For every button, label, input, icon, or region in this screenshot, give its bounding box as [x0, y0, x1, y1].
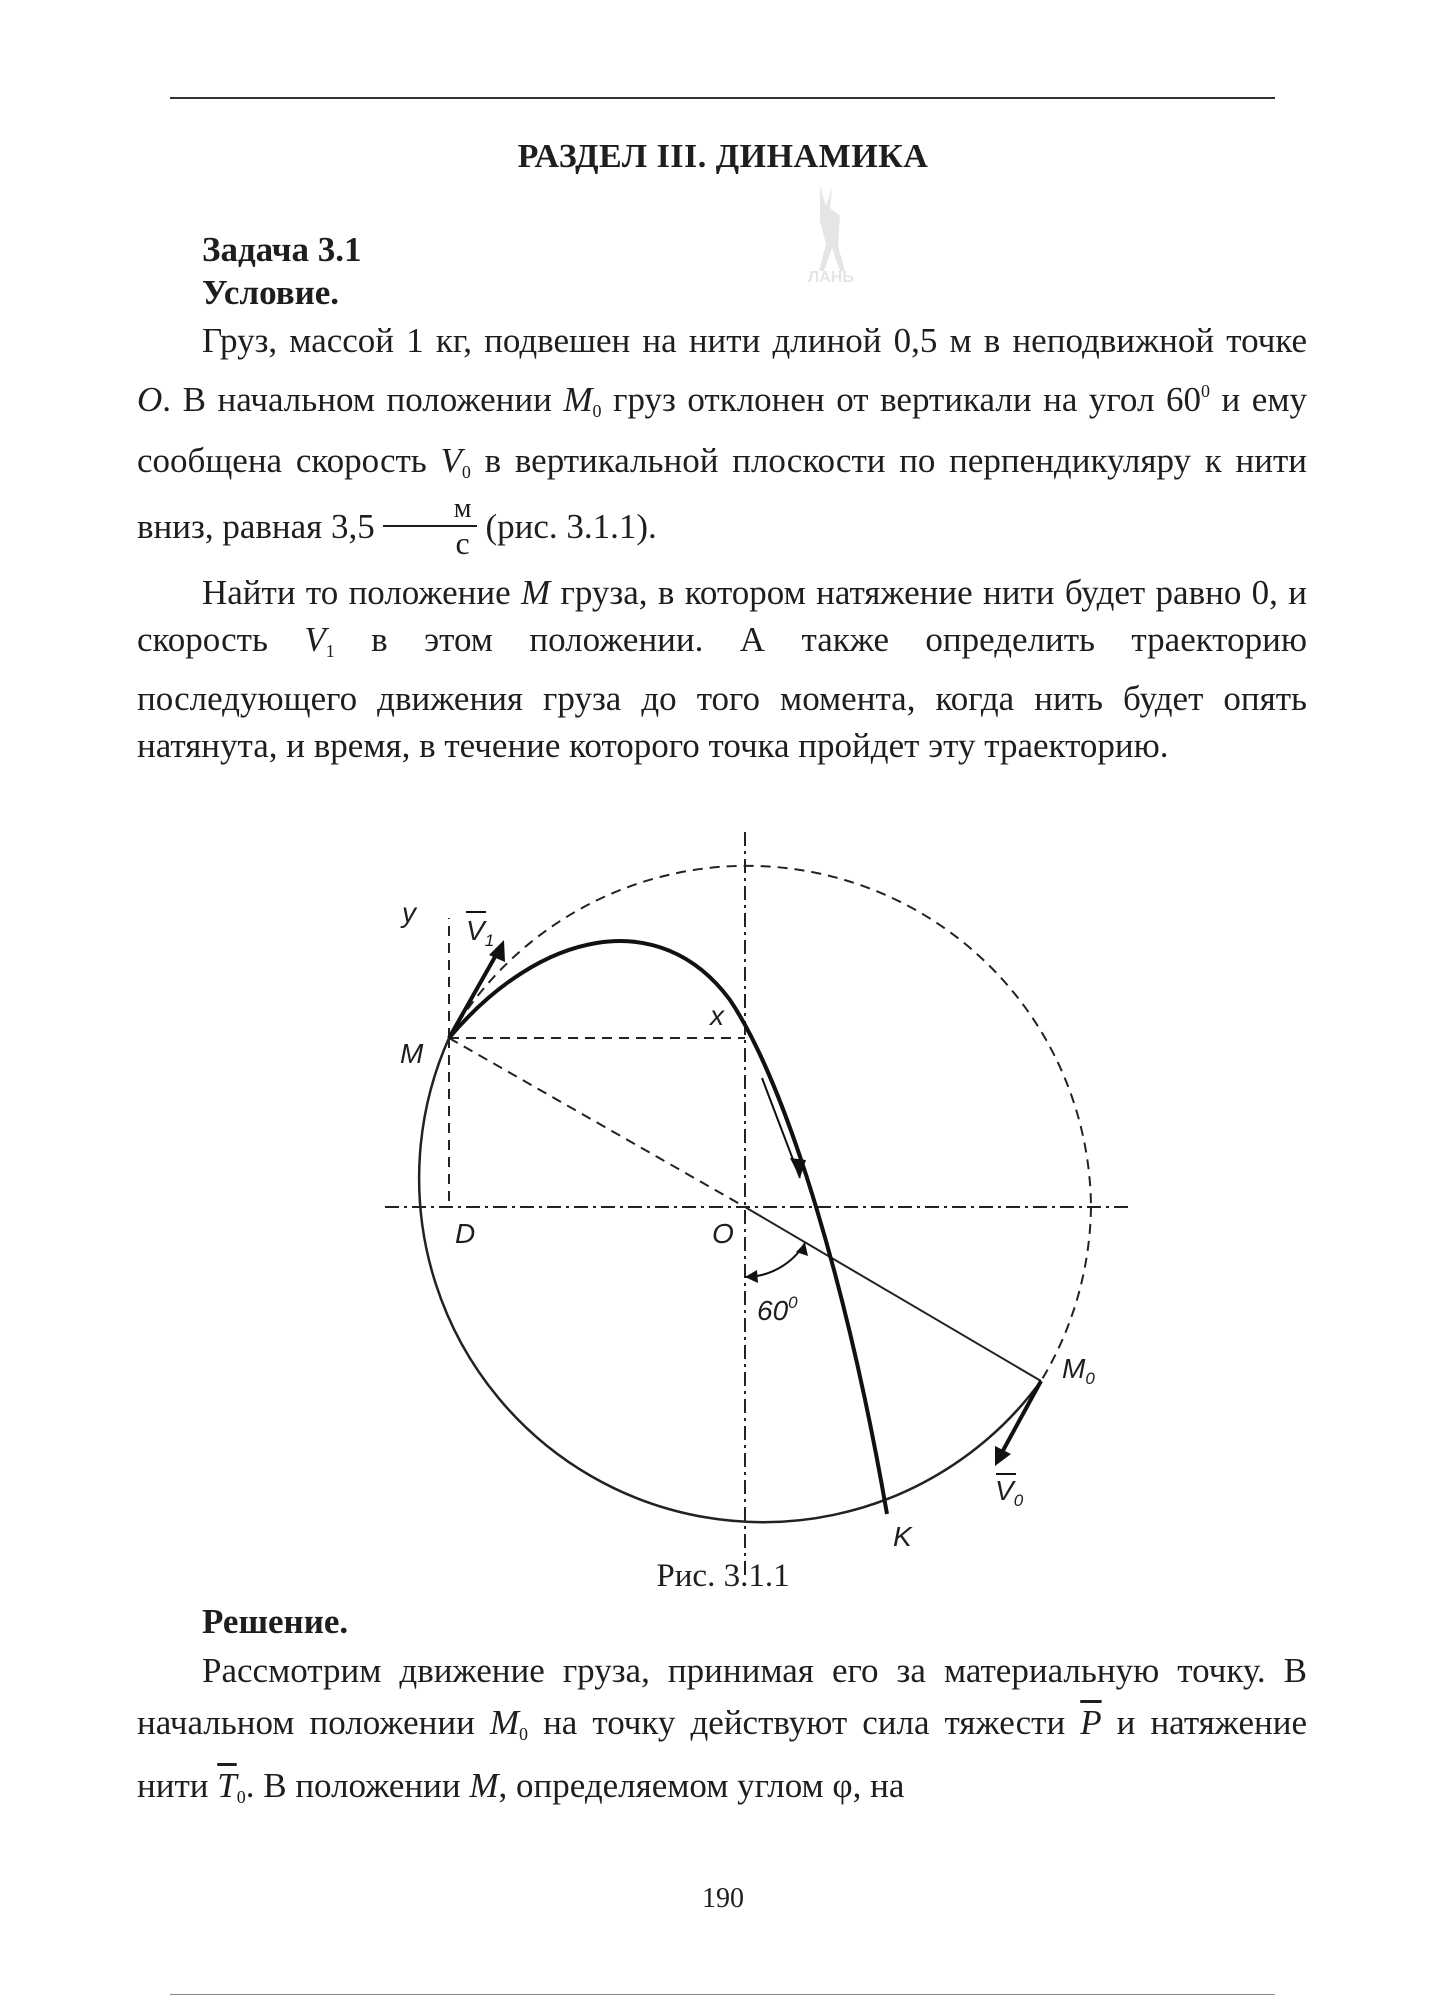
trajectory-curve	[449, 941, 887, 1514]
condition-heading: Условие.	[202, 273, 340, 312]
velocity-unit-fraction: $\frac{м}{с}$	[383, 493, 478, 559]
M-to-O-line	[449, 1038, 745, 1207]
task-title: Задача 3.1	[202, 230, 362, 269]
top-rule	[170, 97, 1275, 99]
label-y: y	[402, 897, 416, 928]
condition-paragraph-1: Груз, массой 1 кг, подвешен на нити длиной 0,5 м в неподвижной точке O. В начальном положении $M_0$ груз отклонен от вертикали на угол $60^0$ и ему сообщена скорость $V_0$ в вертикальной плоскости по перпендикуляру к нити вниз, равная 3,5 $\frac{м}{с}$ (рис. 3.1.1).	[137, 321, 1307, 561]
page-number: 190	[702, 1883, 744, 1914]
label-x: x	[710, 1000, 724, 1031]
figure-pendulum-diagram	[370, 820, 1150, 1580]
figure-caption: Рис. 3.1.1	[656, 1558, 790, 1594]
velocity-V0-vector	[1000, 1381, 1041, 1456]
condition-block	[137, 226, 1307, 769]
label-D: D	[455, 1218, 476, 1249]
label-angle: $60^0$	[757, 1293, 798, 1326]
solution-paragraph-1: Рассмотрим движение груза, принимая его за материальную точку. В начальном положении $M_0$ на точку действуют сила тяжести $\overline{P}$ и натяжение нити $\overline{T}_0$. В положении M, определяемом углом φ, на	[137, 1651, 1307, 1807]
svg-text:ЛАНЬ: ЛАНЬ	[808, 269, 854, 286]
label-M: M	[400, 1038, 424, 1069]
section-title: РАЗДЕЛ III. ДИНАМИКА	[517, 138, 929, 175]
circle-upper-dashed	[449, 866, 1091, 1207]
bottom-rule	[170, 1994, 1275, 1995]
solution-block	[137, 1598, 1307, 1823]
label-V0: $V_0$	[995, 1475, 1024, 1510]
circle-lower-solid	[419, 1038, 1041, 1522]
condition-paragraph-2: Найти то положение M груза, в котором натяжение нити будет равно 0, и скорость $V_1$ в этом положении. А также определить траекторию последующего движения груза до того момента, когда нить будет опять натянута, и время, в течение которого точка пройдет эту траекторию.	[137, 573, 1307, 765]
label-O: O	[712, 1218, 734, 1249]
label-V1: $V_1$	[466, 915, 495, 950]
label-K: K	[893, 1521, 912, 1552]
solution-heading: Решение.	[202, 1602, 349, 1641]
label-M0: $M_0$	[1062, 1353, 1095, 1388]
